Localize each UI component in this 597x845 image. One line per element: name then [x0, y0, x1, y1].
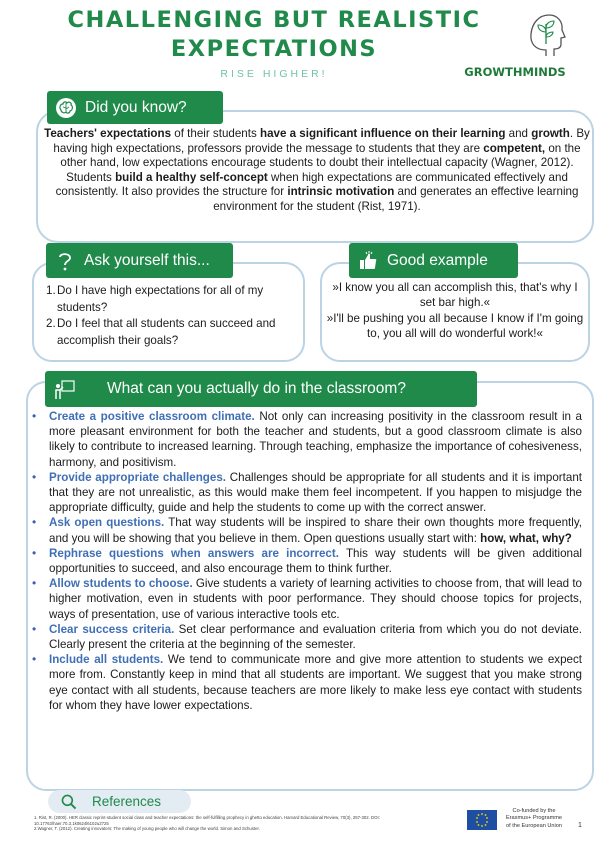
ask-yourself-list — [46, 283, 300, 349]
list-item: • Ask open questions. That way students will be inspired to share their own thoughts more frequently, and you will be showing that you believe in them. Open questions usually start with: how, what, why? — [32, 515, 582, 545]
good-example-quote-1: »I know you all can accomplish this, that's why I set bar high.« — [332, 281, 578, 310]
list-item: • Allow students to choose. Give students a variety of learning activities to choose from, that will lead to higher motivation, even in students with poor performance. They should choose topics for projects, ways of presentation, use of various interactive tools etc. — [32, 576, 582, 621]
good-example-text — [324, 280, 586, 342]
bullet-icon: • — [32, 469, 37, 484]
title-line-2: EXPECTATIONS — [170, 36, 378, 62]
page-number: 1 — [578, 822, 582, 829]
bullet-icon: • — [32, 621, 37, 636]
bullet-icon: • — [32, 515, 37, 530]
references-text — [34, 815, 454, 832]
bullet-icon: • — [32, 576, 37, 591]
good-example-label: Good example — [387, 251, 488, 269]
did-you-know-label: Did you know? — [85, 98, 187, 116]
classroom-header — [45, 371, 477, 407]
growthminds-logo-icon — [526, 10, 566, 60]
did-you-know-paragraph-2: Students build a healthy self-concept when high expectations are communicated effectively and consistently. It also provides the structure for intrinsic motivation and generates an effective learning environment for the student (Rist, 1971). — [55, 170, 579, 213]
classroom-tips-list — [32, 409, 582, 713]
good-example-quote-2: »I'll be pushing you all because I know if I'm going to, you all will do wonderful work!« — [326, 311, 584, 341]
reference-2: 2.Wagner, T. (2012). Creating innovators: The making of young people who will change the world. Simon and Schuster. — [34, 826, 260, 832]
did-you-know-text — [44, 127, 590, 215]
references-header — [48, 790, 191, 813]
teacher-board-icon — [53, 378, 75, 400]
did-you-know-paragraph-1: Teachers' expectations of their students have a significant influence on their learning and growth. By having high expectations, professors provide the message to students that they are competent, on the other hand, low expectations encourage students to doubt their intellectual capacity (Wagner, 2012). — [44, 127, 590, 170]
growthminds-logo-text: GROWTHMINDS — [464, 65, 566, 79]
classroom-label: What can you actually do in the classroom? — [107, 380, 406, 397]
ask-yourself-header — [46, 243, 233, 278]
bullet-icon: • — [32, 545, 37, 560]
list-item: 2. Do I feel that all students can succeed and accomplish their goals? — [46, 317, 276, 347]
list-item: • Rephrase questions when answers are incorrect. This way students will be given additional opportunities to succeed, and also encourage them to think further. — [32, 545, 582, 576]
brain-icon — [55, 97, 77, 119]
list-item: 1. Do I have high expectations for all of my students? — [46, 284, 264, 314]
reference-1: 1. Rist, R. (2000). HER classic reprint-student social class and teacher expectations: the self-fulfilling prophecy in ghetto education. Harvard Educational Review, 70(3), 257-302. DOI: 10.17763/haer.70.3.1k0624l6102u2725 — [34, 815, 380, 826]
bullet-icon: • — [32, 652, 37, 667]
thumbs-up-icon — [357, 250, 379, 272]
title-line-1: CHALLENGING BUT REALISTIC — [67, 7, 481, 33]
eu-cofunding-text: Co-funded by the Erasmus+ Programme of the European Union — [505, 808, 563, 829]
question-mark-icon — [54, 250, 76, 272]
did-you-know-header — [47, 91, 223, 124]
ask-yourself-label: Ask yourself this... — [84, 251, 210, 269]
list-item: • Create a positive classroom climate. Not only can increasing positivity in the classroom result in a more pleasant environment for both the teacher and students, but a good classroom climate is also likely to contribute to increased learning. Through teaching, emphasize the importance of cohesiveness, harmony, and positivism. — [32, 409, 583, 469]
page-title — [0, 6, 548, 64]
good-example-header — [349, 243, 518, 278]
list-item: • Include all students. We tend to communicate more and give more attention to students we expect more from. Constantly keep in mind that all students are important. We suggest that you make strong eye contact with all students, because teachers are more likely to make less eye contact with students for whom they have lower expectations. — [32, 652, 582, 712]
bullet-icon: • — [32, 409, 37, 423]
eu-flag-icon — [467, 810, 497, 830]
search-icon — [60, 793, 78, 811]
list-item: • Clear success criteria. Set clear performance and evaluation criteria from which you do not deviate. Clearly present the criteria at the beginning of the semester. — [32, 621, 582, 652]
page-subtitle: RISE HIGHER! — [220, 68, 328, 80]
list-item: • Provide appropriate challenges. Challenges should be appropriate for all students and it is important that they are not unrealistic, as this would make them feel incompetent. If you happen to misjudge the appropriate difficulty, guide and help the students to come up with the correct answer. — [32, 469, 582, 515]
references-label: References — [92, 794, 162, 809]
